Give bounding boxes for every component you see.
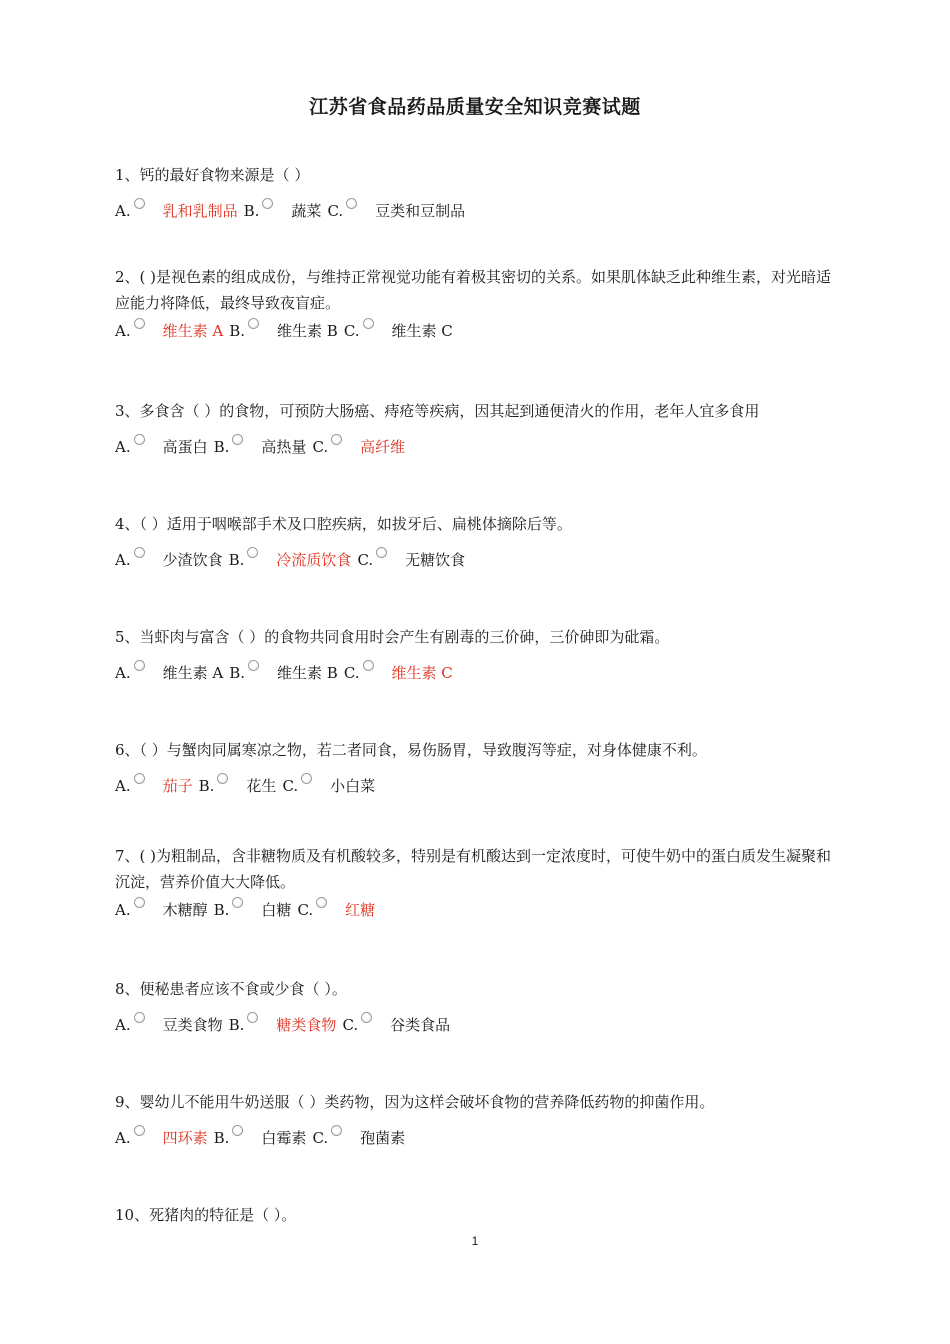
radio-button-icon[interactable] [248, 660, 259, 671]
radio-button-icon[interactable] [232, 434, 243, 445]
option-text-correct: 冷流质饮食 [276, 551, 352, 569]
option-letter: A. [115, 1016, 131, 1034]
option-text: 少渣饮食 [162, 551, 223, 569]
radio-button-icon[interactable] [134, 547, 145, 558]
radio-button-icon[interactable] [232, 1125, 243, 1136]
radio-button-icon[interactable] [331, 434, 342, 445]
answer-options [115, 775, 840, 797]
radio-button-icon[interactable] [134, 660, 145, 671]
option-text: 豆类食物 [162, 1016, 223, 1034]
option-letter: B. [213, 901, 230, 919]
radio-button-icon[interactable] [232, 897, 243, 908]
option-letter: B. [229, 664, 246, 682]
question-2 [115, 264, 840, 342]
radio-button-icon[interactable] [134, 897, 145, 908]
option-letter: B. [243, 202, 260, 220]
option-text: 小白菜 [330, 777, 376, 795]
answer-options [115, 200, 840, 222]
radio-button-icon[interactable] [134, 434, 145, 445]
question-4 [115, 511, 840, 571]
option-letter: A. [115, 202, 131, 220]
question-text: 5、当虾肉与富含（ ）的食物共同食用时会产生有剧毒的三价砷，三价砷即为砒霜。 [115, 628, 670, 646]
radio-button-icon[interactable] [363, 660, 374, 671]
option-text: 高蛋白 [162, 438, 208, 456]
question-1 [115, 162, 840, 222]
option-letter: C. [357, 551, 374, 569]
option-letter: A. [115, 322, 131, 340]
radio-button-icon[interactable] [134, 773, 145, 784]
option-letter: C. [312, 1129, 329, 1147]
radio-button-icon[interactable] [316, 897, 327, 908]
option-text: 维生素 A [162, 664, 224, 682]
option-text-correct: 糖类食物 [276, 1016, 337, 1034]
question-6 [115, 737, 840, 797]
option-letter: B. [229, 322, 246, 340]
option-text: 维生素 B [277, 322, 338, 340]
radio-button-icon[interactable] [134, 198, 145, 209]
option-letter: C. [297, 901, 314, 919]
radio-button-icon[interactable] [346, 198, 357, 209]
option-letter: C. [312, 438, 329, 456]
option-letter: B. [198, 777, 215, 795]
option-letter: A. [115, 551, 131, 569]
radio-button-icon[interactable] [217, 773, 228, 784]
question-text: 2、( )是视色素的组成成份，与维持正常视觉功能有着极其密切的关系。如果肌体缺乏此种维生素，对光暗适应能力将降低，最终导致夜盲症。 [115, 268, 832, 312]
answer-options [115, 662, 840, 684]
option-letter: C. [343, 322, 360, 340]
radio-button-icon[interactable] [301, 773, 312, 784]
option-letter: A. [115, 438, 131, 456]
radio-button-icon[interactable] [361, 1012, 372, 1023]
question-7 [115, 843, 840, 921]
answer-options [115, 1127, 840, 1149]
answer-options [115, 549, 840, 571]
option-text-correct: 乳和乳制品 [162, 202, 238, 220]
question-5 [115, 624, 840, 684]
option-text: 白糖 [261, 901, 292, 919]
radio-button-icon[interactable] [134, 318, 145, 329]
option-text-correct: 茄子 [162, 777, 193, 795]
option-text-correct: 红糖 [345, 901, 376, 919]
option-text: 豆类和豆制品 [375, 202, 466, 220]
option-text: 木糖醇 [162, 901, 208, 919]
option-letter: A. [115, 901, 131, 919]
radio-button-icon[interactable] [331, 1125, 342, 1136]
radio-button-icon[interactable] [363, 318, 374, 329]
option-letter: C. [282, 777, 299, 795]
radio-button-icon[interactable] [376, 547, 387, 558]
option-text-correct: 维生素 A [162, 322, 224, 340]
question-text: 4、（ ）适用于咽喉部手术及口腔疾病，如拔牙后、扁桃体摘除后等。 [115, 515, 572, 533]
option-letter: C. [327, 202, 344, 220]
option-text-correct: 高纤维 [360, 438, 406, 456]
answer-options [115, 1014, 840, 1036]
option-letter: C. [342, 1016, 359, 1034]
option-text: 蔬菜 [291, 202, 322, 220]
option-text: 谷类食品 [390, 1016, 451, 1034]
option-letter: A. [115, 1129, 131, 1147]
radio-button-icon[interactable] [247, 547, 258, 558]
option-letter: C. [343, 664, 360, 682]
option-text: 孢菌素 [360, 1129, 406, 1147]
option-text-correct: 四环素 [162, 1129, 208, 1147]
question-text: 3、多食含（ ）的食物，可预防大肠癌、痔疮等疾病，因其起到通便清火的作用，老年人宜多食用 [115, 402, 760, 420]
radio-button-icon[interactable] [248, 318, 259, 329]
radio-button-icon[interactable] [134, 1125, 145, 1136]
answer-options [115, 320, 840, 342]
option-text: 维生素 C [391, 322, 453, 340]
option-letter: B. [213, 1129, 230, 1147]
option-text: 白霉素 [261, 1129, 307, 1147]
answer-options [115, 899, 840, 921]
document-title: 江苏省食品药品质量安全知识竞赛试题 [309, 96, 641, 118]
question-text: 9、婴幼儿不能用牛奶送服（ ）类药物，因为这样会破坏食物的营养降低药物的抑菌作用。 [115, 1093, 715, 1111]
question-text: 8、便秘患者应该不食或少食（ ）。 [115, 980, 347, 998]
question-3 [115, 398, 840, 458]
question-text: 6、（ ）与蟹肉同属寒凉之物，若二者同食，易伤肠胃，导致腹泻等症，对身体健康不利。 [115, 741, 707, 759]
option-text: 维生素 B [277, 664, 338, 682]
question-10 [115, 1202, 840, 1228]
option-letter: A. [115, 777, 131, 795]
radio-button-icon[interactable] [134, 1012, 145, 1023]
option-text-correct: 维生素 C [391, 664, 453, 682]
radio-button-icon[interactable] [262, 198, 273, 209]
option-text: 花生 [246, 777, 277, 795]
option-text: 高热量 [261, 438, 307, 456]
option-letter: B. [213, 438, 230, 456]
question-text: 7、( )为粗制品，含非糖物质及有机酸较多，特别是有机酸达到一定浓度时，可使牛奶中的蛋白质发生凝聚和沉淀，营养价值大大降低。 [115, 847, 832, 891]
option-letter: B. [228, 1016, 245, 1034]
question-8 [115, 976, 840, 1036]
question-text: 10、死猪肉的特征是（ ）。 [115, 1206, 297, 1224]
question-9 [115, 1089, 840, 1149]
radio-button-icon[interactable] [247, 1012, 258, 1023]
answer-options [115, 436, 840, 458]
option-text: 无糖饮食 [405, 551, 466, 569]
question-text: 1、钙的最好食物来源是（ ） [115, 166, 310, 184]
page-number: 1 [471, 1234, 479, 1248]
option-letter: A. [115, 664, 131, 682]
option-letter: B. [228, 551, 245, 569]
